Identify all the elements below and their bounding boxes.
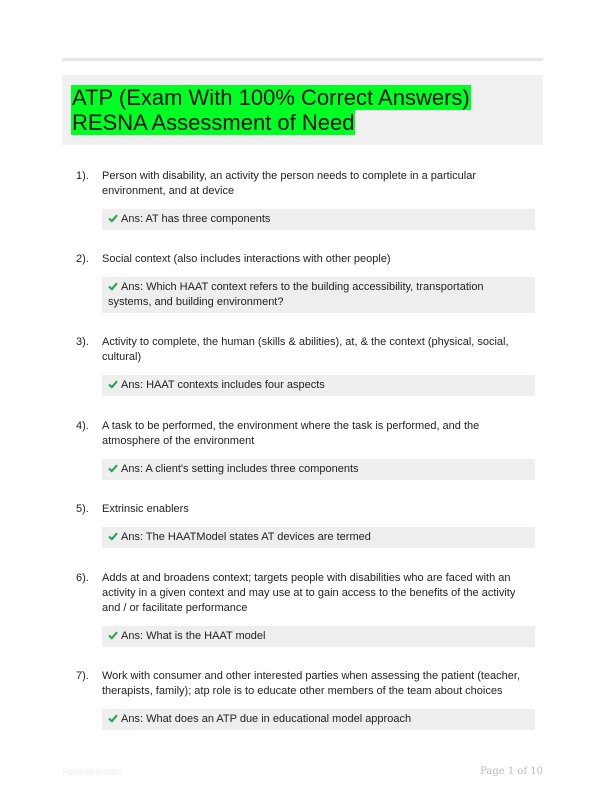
answer-text: Ans: What is the HAAT model xyxy=(121,630,266,642)
answer-box xyxy=(102,626,535,647)
answer-text: Ans: The HAATModel states AT devices are termed xyxy=(121,531,371,543)
check-icon xyxy=(108,213,118,223)
answer-box xyxy=(102,375,535,396)
question-text: Person with disability, an activity the person needs to complete in a particular environment, and at device xyxy=(102,170,476,197)
question-text: Work with consumer and other interested parties when assessing the patient (teacher, therapists, family); atp role is to educate other members of the team about choices xyxy=(102,670,521,697)
page-title-highlight: ATP (Exam With 100% Correct Answers) RESNA Assessment of Need xyxy=(72,85,470,135)
answer-text: Ans: AT has three components xyxy=(121,213,271,225)
question-text: Extrinsic enablers xyxy=(102,503,189,515)
check-icon xyxy=(108,463,118,473)
answer-box xyxy=(102,709,535,730)
answer-box xyxy=(102,459,535,480)
answer-text: Ans: Which HAAT context refers to the building accessibility, transportation systems, and building environment? xyxy=(108,281,484,308)
answer-box xyxy=(102,209,535,230)
check-icon xyxy=(108,630,118,640)
answer-text: Ans: HAAT contexts includes four aspects xyxy=(121,379,325,391)
check-icon xyxy=(108,713,118,723)
question-number: 6). xyxy=(76,572,89,584)
question-number: 4). xyxy=(76,420,89,432)
answer-box xyxy=(102,527,535,548)
footer-site-watermark: Papersbic.com xyxy=(62,767,122,777)
question-number: 1). xyxy=(76,170,89,182)
page-number: Page 1 of 10 xyxy=(480,766,543,777)
question-text: Social context (also includes interactions with other people) xyxy=(102,253,391,265)
question-text: A task to be performed, the environment where the task is performed, and the atmosphere of the environment xyxy=(102,420,480,447)
answer-text: Ans: A client's setting includes three components xyxy=(121,463,359,475)
question-number: 2). xyxy=(76,253,89,265)
answer-text: Ans: What does an ATP due in educational model approach xyxy=(121,713,412,725)
question-text: Activity to complete, the human (skills & abilities), at, & the context (physical, social, cultural) xyxy=(102,336,509,363)
question-text: Adds at and broadens context; targets people with disabilities who are faced with an activity in a given context and may use at to gain access to the benefits of the activity and / or facilitate performance xyxy=(102,572,516,614)
question-number: 7). xyxy=(76,670,89,682)
question-number: 3). xyxy=(76,336,89,348)
check-icon xyxy=(108,379,118,389)
question-number: 5). xyxy=(76,503,89,515)
check-icon xyxy=(108,531,118,541)
answer-box xyxy=(102,277,535,313)
check-icon xyxy=(108,281,118,291)
